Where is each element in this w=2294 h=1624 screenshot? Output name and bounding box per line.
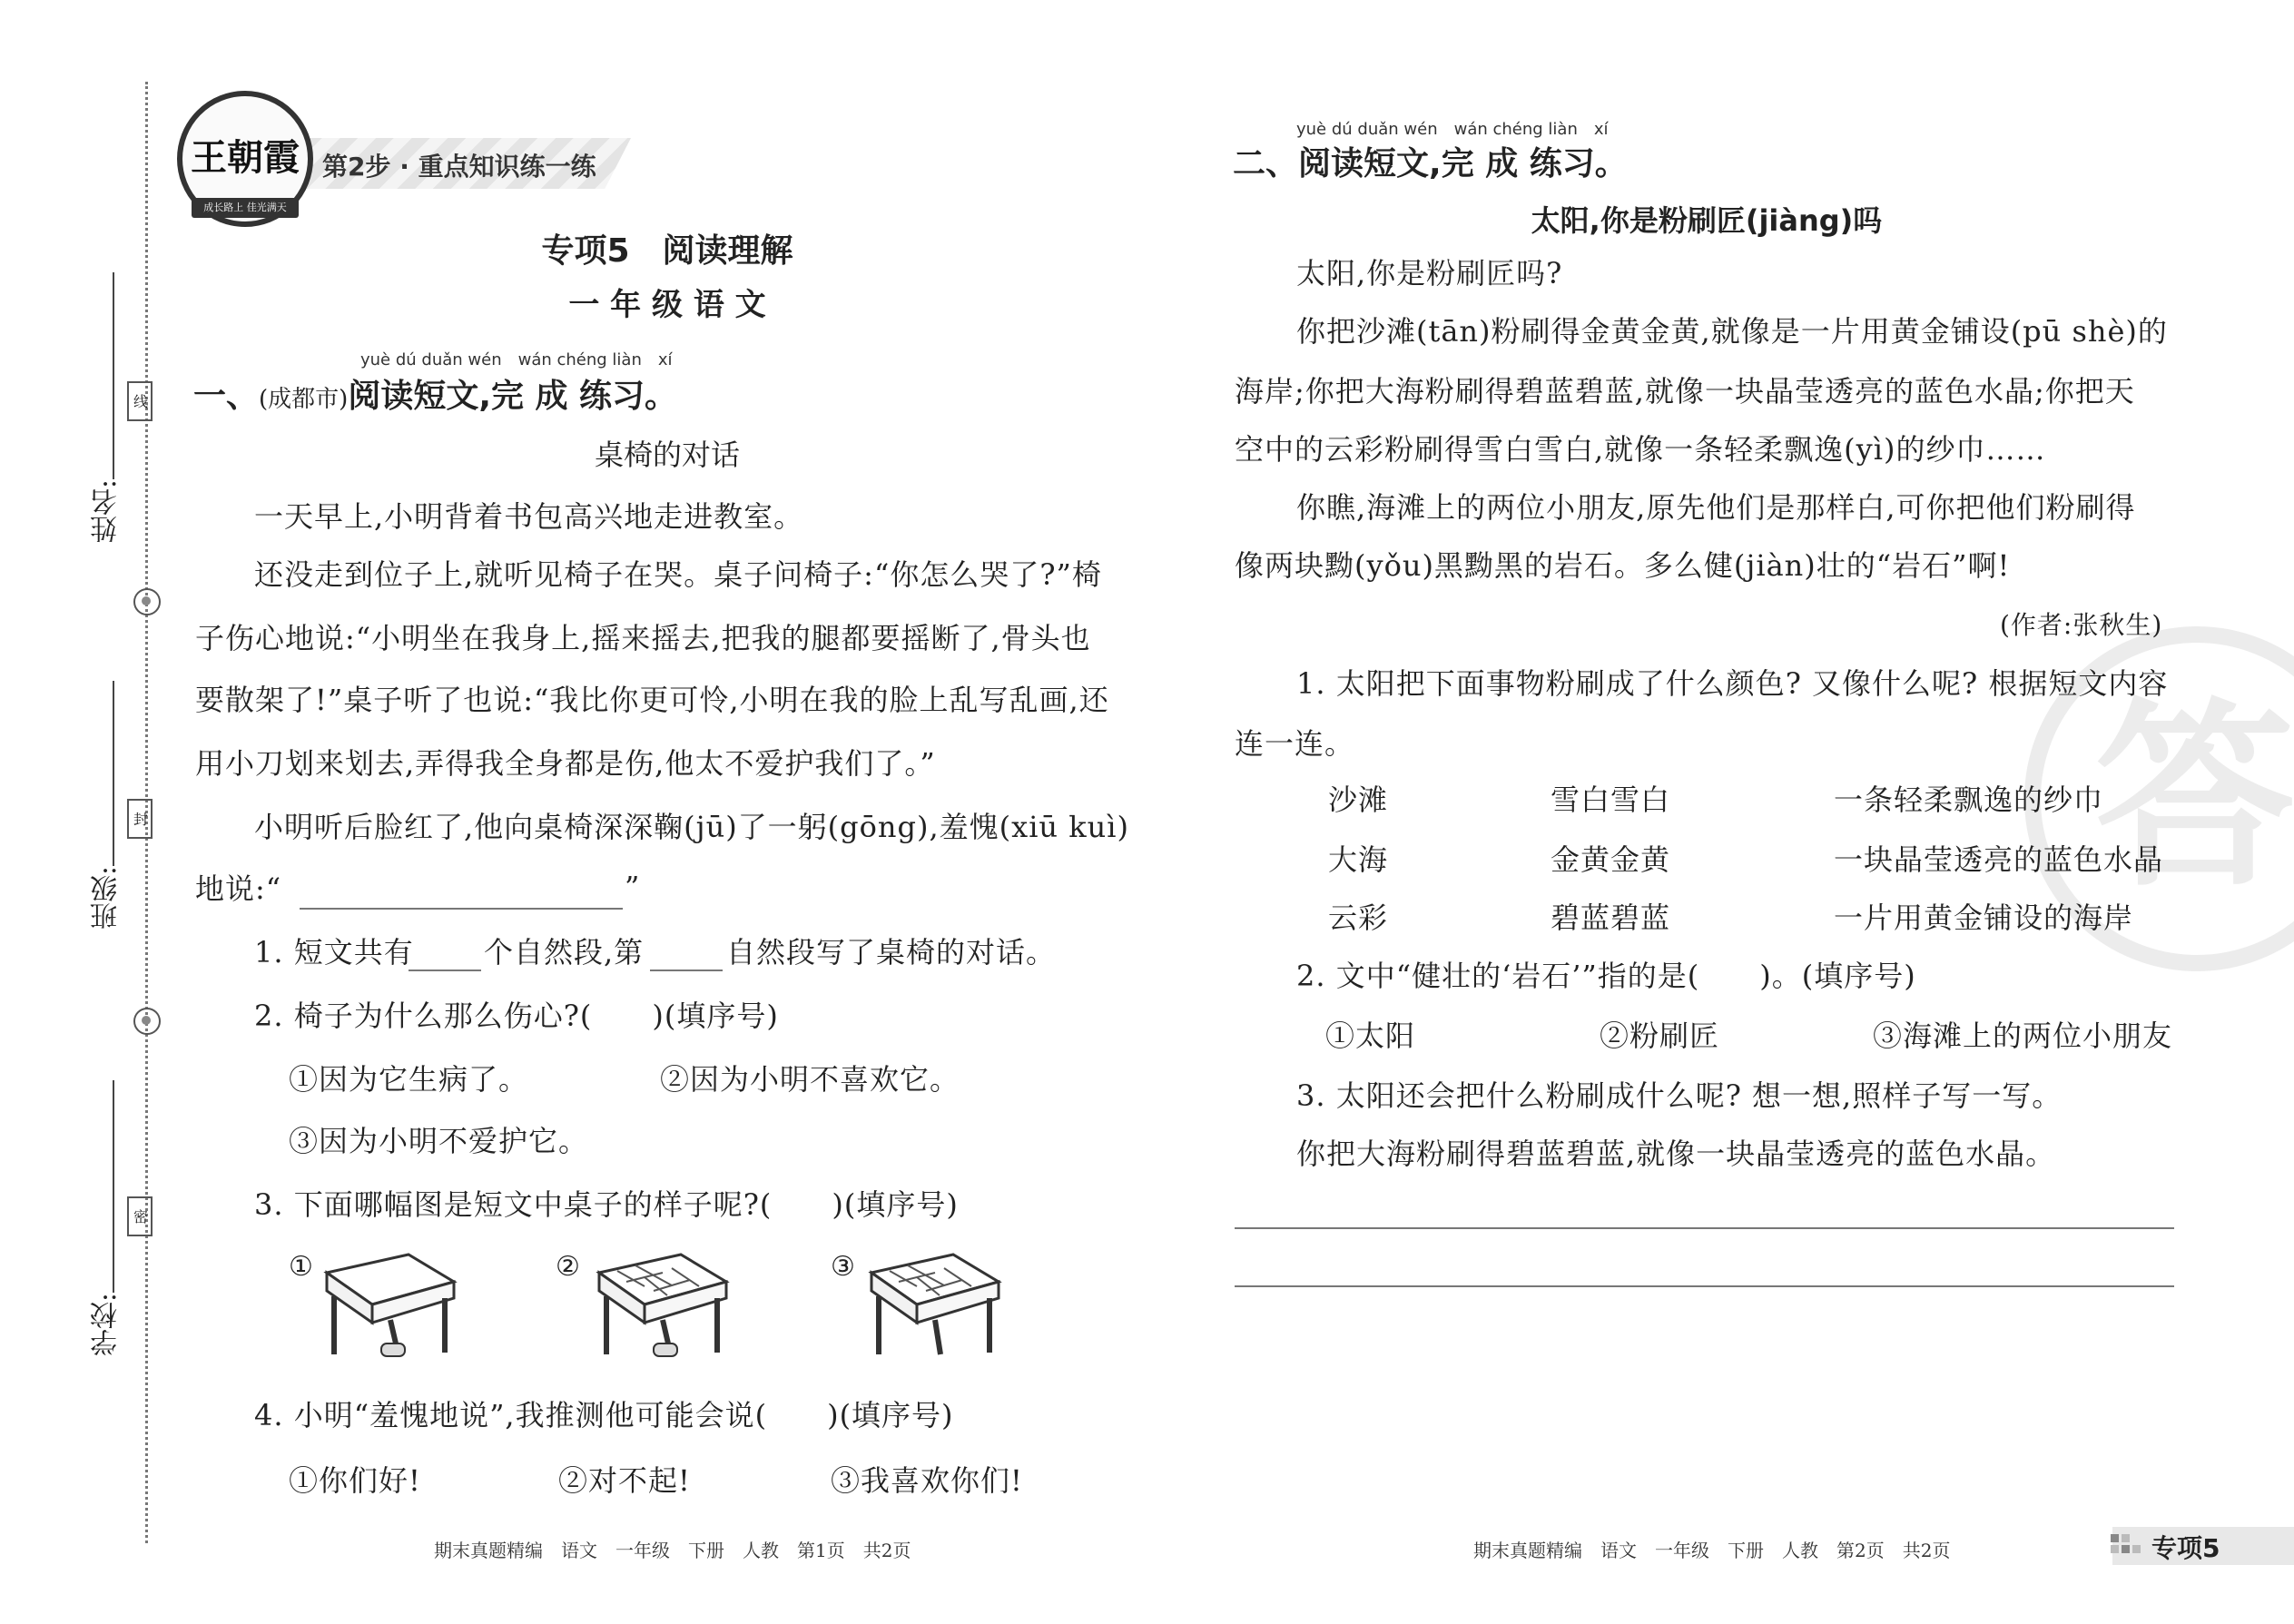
r-question2-option: ③海滩上的两位小朋友 — [1873, 1019, 2173, 1053]
school-label: 学校: — [91, 1293, 123, 1357]
section1-number: 一、 — [193, 378, 260, 415]
passage1-title: 桌椅的对话 — [594, 438, 740, 472]
question1-part-b: 个自然段,第 — [484, 935, 645, 969]
class-label: 班级: — [91, 866, 123, 930]
passage2-author: (作者:张秋生) — [2000, 610, 2163, 640]
binding-hole-mark — [133, 1008, 161, 1035]
r-question3-stem: 3. 太阳还会把什么粉刷成什么呢? 想一想,照样子写一写。 — [1296, 1078, 2063, 1113]
binding-hole-mark — [133, 588, 161, 615]
tab-label: 专项5 — [2151, 1533, 2220, 1563]
table-picture-3[interactable] — [853, 1245, 1008, 1382]
passage1-paragraph: 小明听后脸红了,他向桌椅深深鞠(jū)了一躬(gōng),羞愧(xiū kuì) — [254, 810, 1129, 844]
match-item-left[interactable]: 大海 — [1328, 842, 1389, 877]
answer-writing-line[interactable] — [1235, 1285, 2174, 1287]
binding-mark-sealed: 密 — [127, 1196, 153, 1236]
page-subtitle: 一 年 级 语 文 — [568, 287, 766, 323]
section2-heading — [1233, 138, 1628, 184]
closing-quote: ” — [625, 870, 641, 904]
match-item-right[interactable]: 一条轻柔飘逸的纱巾 — [1834, 782, 2104, 817]
name-label: 姓名: — [91, 479, 123, 544]
r-question1-stem-cont: 连一连。 — [1235, 726, 1355, 761]
passage2-paragraph: 空中的云彩粉刷得雪白雪白,就像一条轻柔飘逸(yì)的纱巾…… — [1235, 432, 2046, 467]
match-item-left[interactable]: 云彩 — [1328, 901, 1389, 935]
r-question2-option: ②粉刷匠 — [1600, 1019, 1720, 1053]
table-picture-2[interactable] — [581, 1245, 735, 1382]
passage1-paragraph: 一天早上,小明背着书包高兴地走进教室。 — [254, 499, 804, 534]
question1-part-c: 自然段写了桌椅的对话。 — [726, 935, 1057, 969]
tab-squares-icon — [2111, 1534, 2141, 1556]
question3-stem: 3. 下面哪幅图是短文中桌子的样子呢?( )(填序号) — [254, 1187, 959, 1222]
passage1-paragraph: 地说:“ — [195, 871, 282, 906]
passage2-paragraph: 像两块黝(yǒu)黑黝黑的岩石。多么健(jiàn)壮的“岩石”啊! — [1235, 548, 2011, 583]
class-fill-line[interactable] — [113, 681, 114, 866]
r-question3-example: 你把大海粉刷得碧蓝碧蓝,就像一块晶莹透亮的蓝色水晶。 — [1296, 1137, 2056, 1171]
passage1-paragraph: 子伤心地说:“小明坐在我身上,摇来摇去,把我的腿都要摇断了,骨头也 — [195, 621, 1091, 655]
passage1-paragraph: 要散架了!”桌子听了也说:“我比你更可怜,小明在我的脸上乱写乱画,还 — [195, 683, 1109, 717]
section1-source: (成都市) — [259, 386, 349, 413]
match-item-middle[interactable]: 金黄金黄 — [1551, 842, 1671, 877]
picture-label: ② — [556, 1251, 580, 1283]
passage1-paragraph: 用小刀划来划去,弄得我全身都是伤,他太不爱护我们了。” — [195, 746, 936, 781]
match-item-right[interactable]: 一片用黄金铺设的海岸 — [1834, 901, 2134, 935]
question2-option: ①因为它生病了。 — [289, 1062, 529, 1097]
footer-right: 期末真题精编 语文 一年级 下册 人教 第2页 共2页 — [1473, 1540, 1951, 1561]
match-item-left[interactable]: 沙滩 — [1328, 782, 1389, 817]
match-item-right[interactable]: 一块晶莹透亮的蓝色水晶 — [1834, 842, 2164, 877]
picture-label: ③ — [831, 1251, 855, 1283]
passage2-paragraph: 你把沙滩(tān)粉刷得金黄金黄,就像是一片用黄金铺设(pū shè)的 — [1296, 314, 2168, 349]
school-fill-line[interactable] — [113, 1080, 114, 1293]
section1-pinyin: yuè dú duǎn wén wán chéng liàn xí — [360, 350, 673, 369]
footer-left: 期末真题精编 语文 一年级 下册 人教 第1页 共2页 — [434, 1540, 911, 1561]
brand-logo — [177, 91, 313, 227]
answer-blank-quote[interactable] — [300, 908, 623, 910]
picture-label: ① — [289, 1251, 313, 1283]
table-picture-1[interactable] — [309, 1245, 463, 1382]
match-item-middle[interactable]: 雪白雪白 — [1551, 782, 1671, 817]
question4-option: ③我喜欢你们! — [831, 1463, 1023, 1498]
passage1-paragraph: 还没走到位子上,就听见椅子在哭。桌子问椅子:“你怎么哭了?”椅 — [254, 557, 1102, 592]
question2-option: ③因为小明不爱护它。 — [289, 1124, 589, 1158]
question2-option: ②因为小明不喜欢它。 — [660, 1062, 960, 1097]
section2-heading-text: 阅读短文,完 成 练习。 — [1298, 145, 1628, 182]
question2-stem: 2. 椅子为什么那么伤心?( )(填序号) — [254, 999, 779, 1033]
brand-logo-text: 王朝霞 — [191, 136, 300, 179]
section1-heading — [193, 370, 677, 417]
r-question2-stem: 2. 文中“健壮的‘岩石’”指的是( )。(填序号) — [1296, 959, 1916, 993]
r-question2-option: ①太阳 — [1325, 1019, 1416, 1053]
page-title: 专项5 阅读理解 — [541, 232, 793, 270]
question4-option: ①你们好! — [289, 1463, 421, 1498]
passage2-paragraph: 你瞧,海滩上的两位小朋友,原先他们是那样白,可你把他们粉刷得 — [1296, 490, 2136, 525]
step-banner-label: 第2步 · 重点知识练一练 — [322, 152, 596, 182]
r-question1-stem: 1. 太阳把下面事物粉刷成了什么颜色? 又像什么呢? 根据短文内容 — [1296, 666, 2169, 701]
answer-writing-line[interactable] — [1235, 1227, 2174, 1229]
answer-blank[interactable] — [409, 969, 481, 971]
question4-option: ②对不起! — [558, 1463, 691, 1498]
passage2-title: 太阳,你是粉刷匠(jiàng)吗 — [1531, 203, 1883, 238]
section1-heading-text: 阅读短文,完 成 练习。 — [348, 378, 678, 415]
brand-logo-slogan: 成长路上 佳光满天 — [192, 198, 299, 218]
passage2-paragraph: 太阳,你是粉刷匠吗? — [1296, 256, 1563, 290]
section2-pinyin: yuè dú duǎn wén wán chéng liàn xí — [1296, 120, 1609, 139]
question4-stem: 4. 小明“羞愧地说”,我推测他可能会说( )(填序号) — [254, 1398, 954, 1432]
binding-mark-seal: 封 — [127, 799, 153, 839]
binding-mark-line: 线 — [127, 381, 153, 421]
name-fill-line[interactable] — [113, 272, 114, 479]
passage2-paragraph: 海岸;你把大海粉刷得碧蓝碧蓝,就像一块晶莹透亮的蓝色水晶;你把天 — [1235, 374, 2135, 408]
question1-part-a: 1. 短文共有 — [254, 935, 414, 969]
match-item-middle[interactable]: 碧蓝碧蓝 — [1551, 901, 1671, 935]
section2-number: 二、 — [1233, 145, 1299, 182]
answer-blank[interactable] — [650, 969, 723, 971]
